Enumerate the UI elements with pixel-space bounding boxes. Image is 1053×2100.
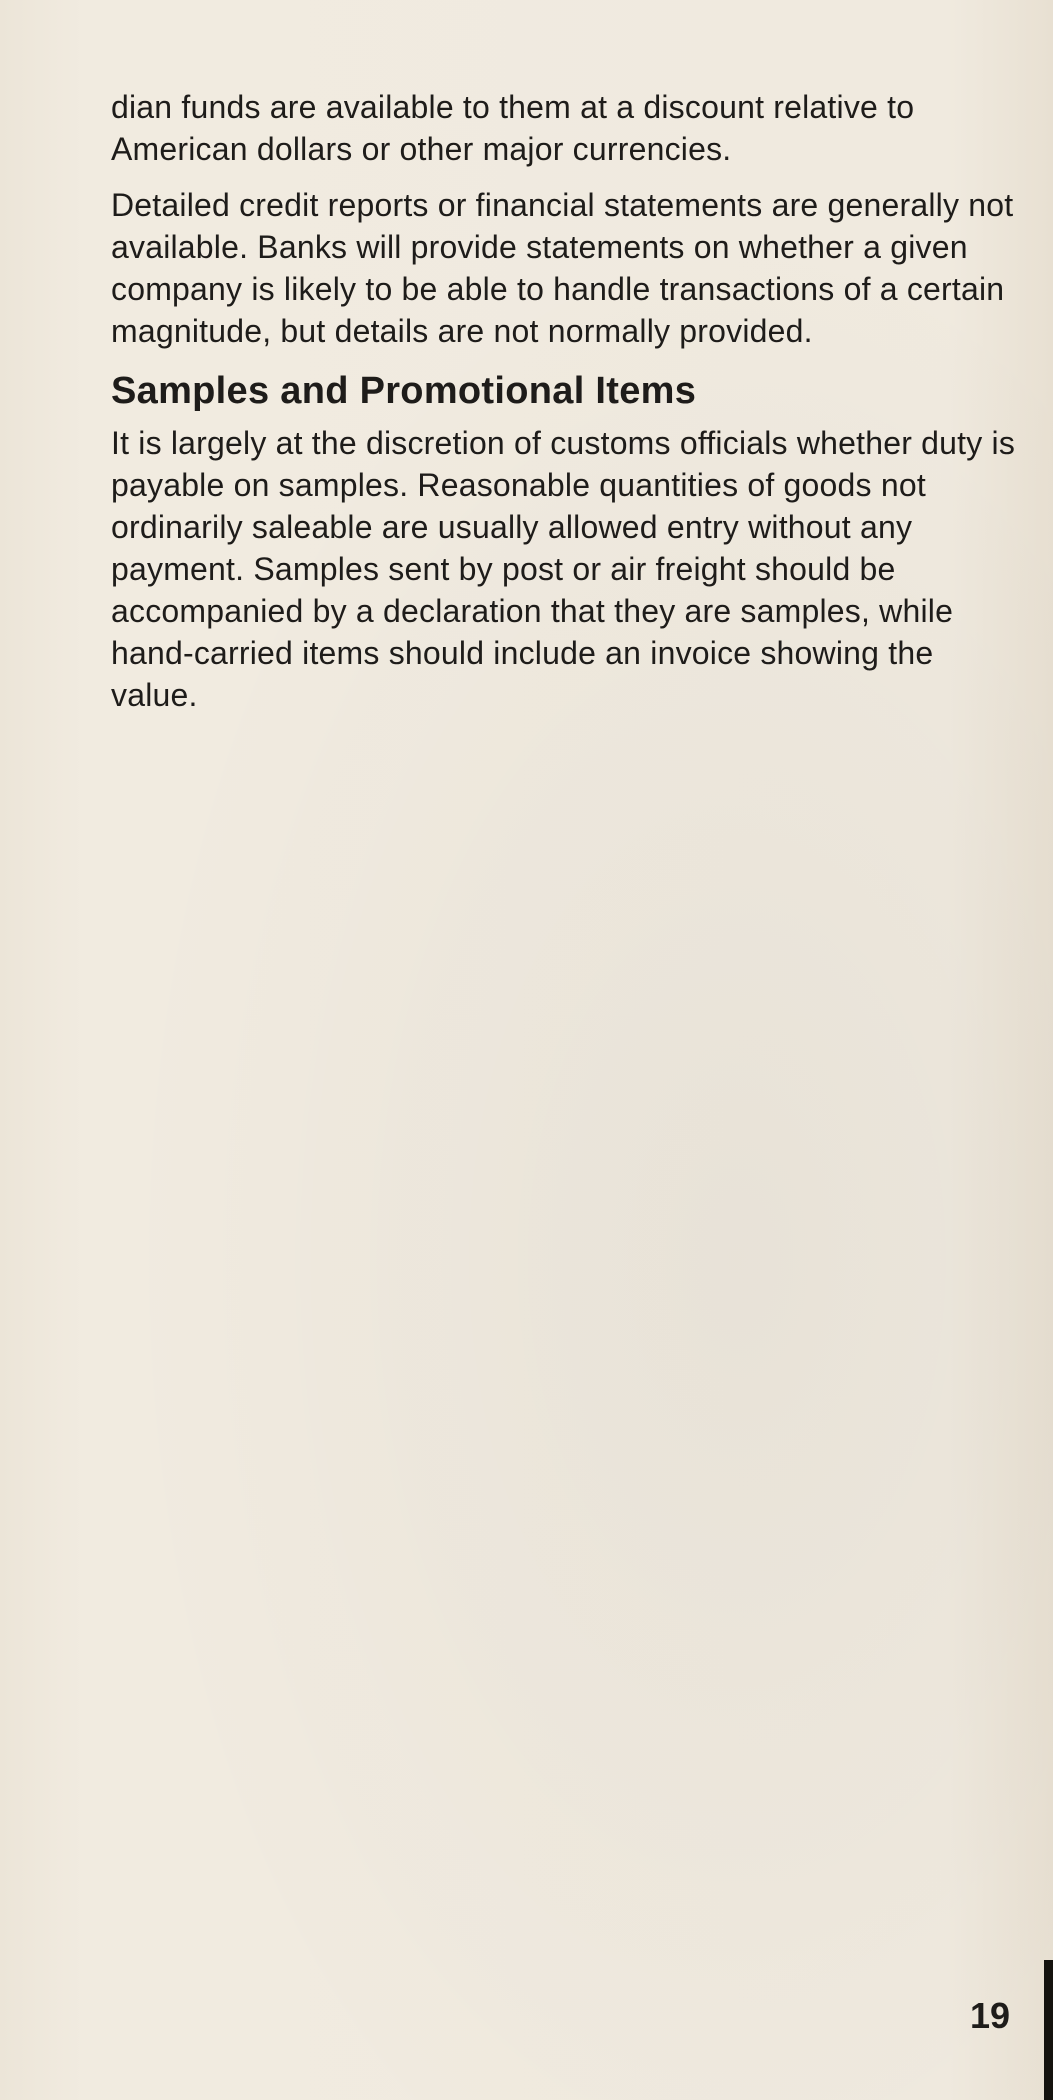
paragraph-credit-reports: Detailed credit reports or financial statements are generally not available. Banks will provide statements on whether a given company is likely to be able to handle transactions of a certain magnitude, but details are not normally provided. — [111, 187, 1014, 349]
page-number: 19 — [970, 1995, 1011, 2036]
section-heading: Samples and Promotional Items — [111, 370, 697, 412]
page-edge-marker — [1044, 1960, 1053, 2100]
page-content — [111, 86, 1021, 716]
paragraph-currency: dian funds are available to them at a discount relative to American dollars or other major currencies. — [111, 89, 915, 167]
paragraph-samples: It is largely at the discretion of customs officials whether duty is payable on samples. Reasonable quantities of goods not ordinarily saleable are usually allowed entry without any payment. Samples sent by post or air freight should be accompanied by a declaration that they are samples, while hand-carried items should include an invoice showing the value. — [111, 425, 1016, 713]
